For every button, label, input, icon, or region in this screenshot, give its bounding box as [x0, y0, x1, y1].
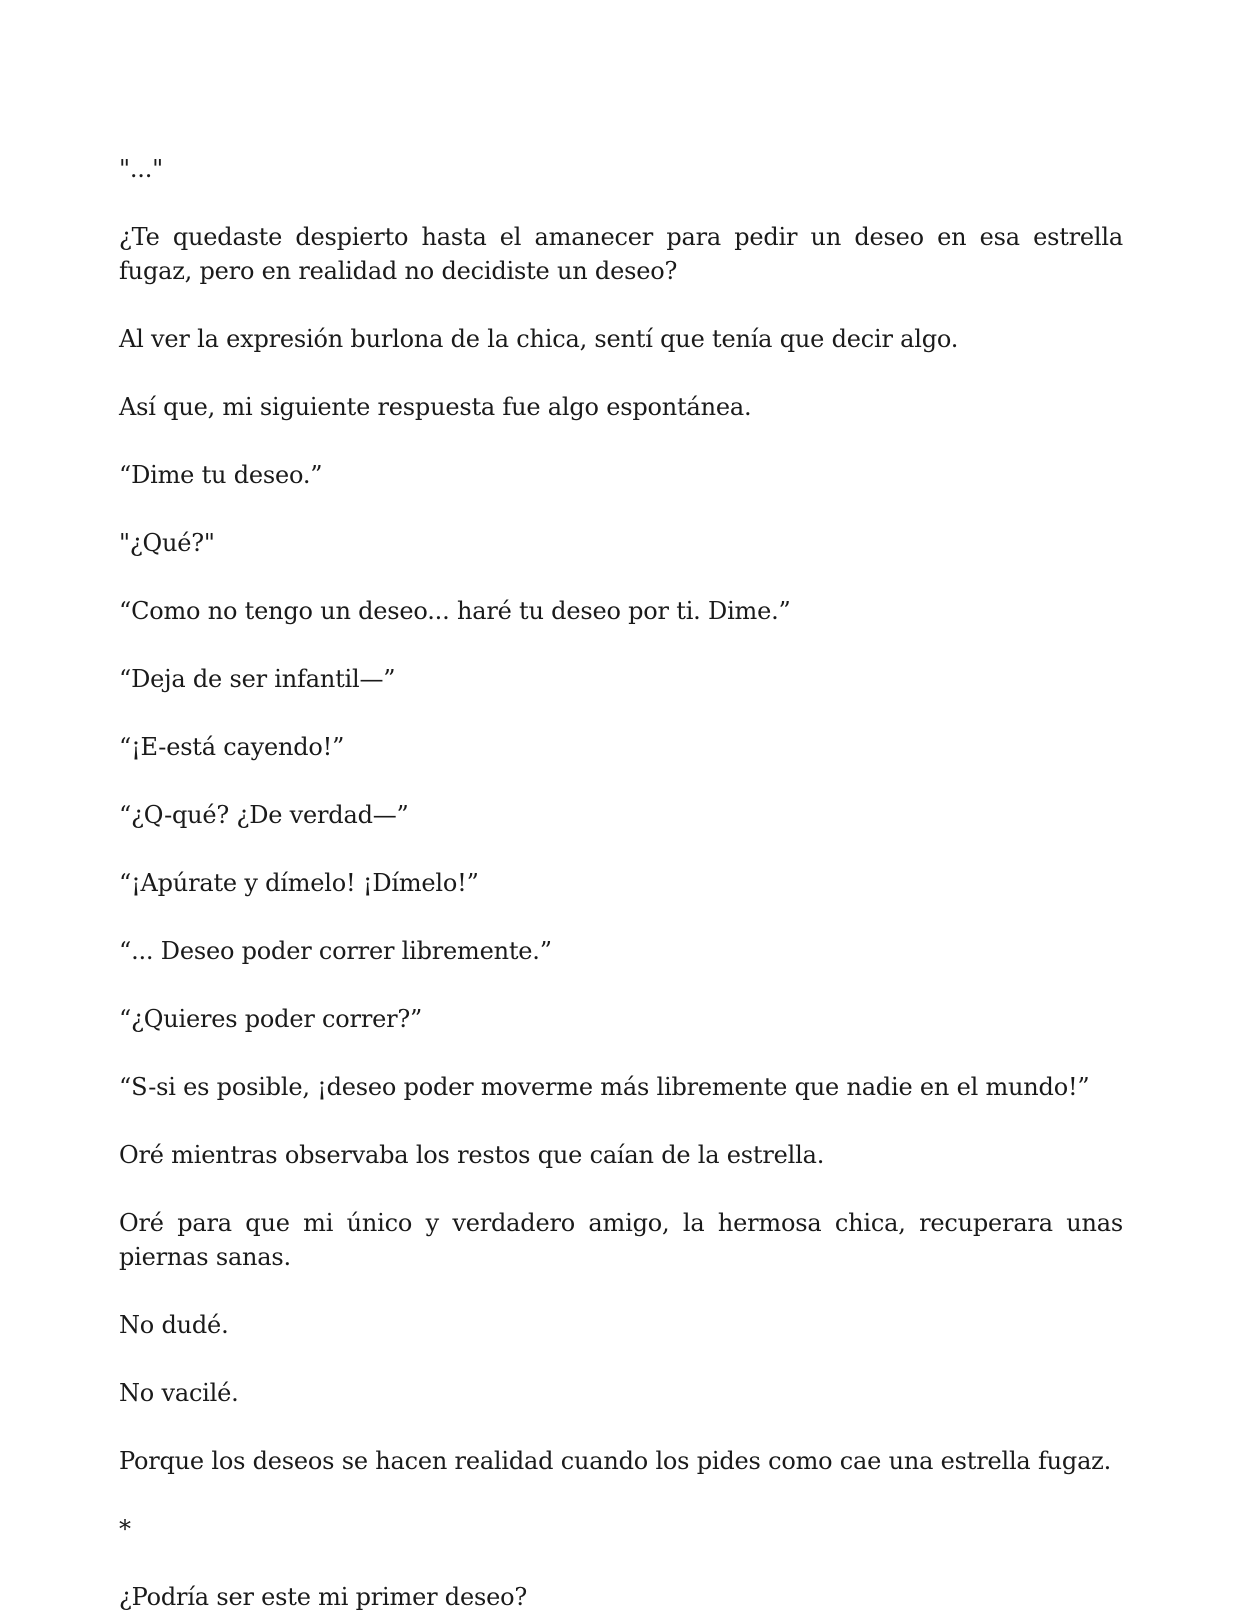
paragraph-move-freely: “S-si es posible, ¡deseo poder moverme más libremente que nadie en el mundo!” [119, 1073, 1090, 1101]
paragraph-hurry-tell-me: “¡Apúrate y dímelo! ¡Dímelo!” [119, 869, 479, 897]
paragraph-did-not-hesitate: No vacilé. [119, 1379, 239, 1407]
paragraph-ellipsis-quote: "..." [119, 155, 163, 183]
paragraph-really: “¿Q-qué? ¿De verdad—” [119, 801, 409, 829]
paragraph-want-to-run: “¿Quieres poder correr?” [119, 1005, 423, 1033]
paragraph-stop-being-childish: “Deja de ser infantil—” [119, 665, 396, 693]
section-break-asterisk: * [119, 1515, 131, 1543]
paragraph-first-wish: ¿Podría ser este mi primer deseo? [119, 1583, 527, 1611]
text-column [119, 152, 1123, 1617]
paragraph-mocking-expression: Al ver la expresión burlona de la chica, sentí que tenía que decir algo. [119, 325, 959, 353]
paragraph-run-freely: “... Deseo poder correr libremente.” [119, 937, 552, 965]
paragraph-did-not-doubt: No dudé. [119, 1311, 229, 1339]
paragraph-question-stayed-awake: ¿Te quedaste despierto hasta el amanecer para pedir un deseo en esa estrella fugaz, pero en realidad no decidiste un deseo? [119, 223, 1123, 285]
paragraph-its-falling: “¡E-está cayendo!” [119, 733, 345, 761]
paragraph-prayed-watching: Oré mientras observaba los restos que caían de la estrella. [119, 1141, 825, 1169]
paragraph-what: "¿Qué?" [119, 529, 215, 557]
paragraph-tell-me-wish: “Dime tu deseo.” [119, 461, 323, 489]
paragraph-spontaneous-answer: Así que, mi siguiente respuesta fue algo espontánea. [119, 393, 752, 421]
paragraph-prayed-for-friend: Oré para que mi único y verdadero amigo, la hermosa chica, recuperara unas piernas sanas. [119, 1209, 1123, 1271]
paragraph-make-your-wish: “Como no tengo un deseo... haré tu deseo por ti. Dime.” [119, 597, 791, 625]
paragraph-wishes-come-true: Porque los deseos se hacen realidad cuando los pides como cae una estrella fugaz. [119, 1447, 1112, 1475]
